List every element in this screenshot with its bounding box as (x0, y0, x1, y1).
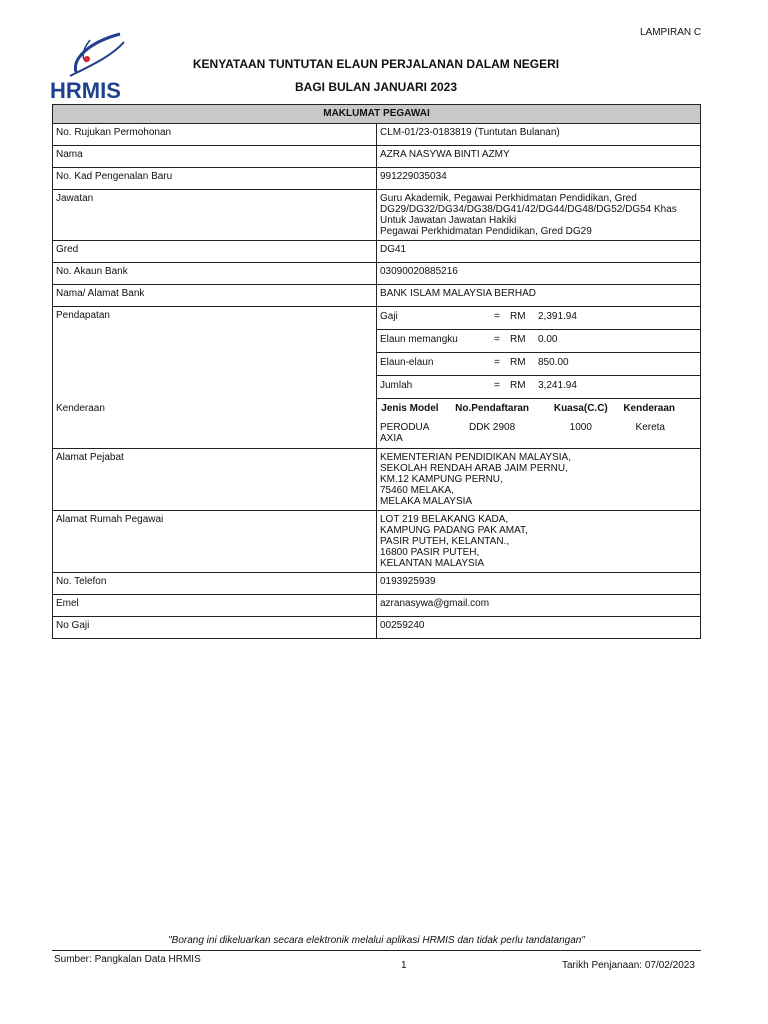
income-amount: 3,241.94 (538, 380, 577, 391)
row-label: No. Kad Pengenalan Baru (53, 168, 377, 190)
income-name: Elaun memangku (380, 334, 458, 345)
income-row (377, 307, 700, 330)
income-row (377, 376, 700, 398)
income-name: Gaji (380, 311, 398, 322)
row-value: Guru Akademik, Pegawai Perkhidmatan Pendidikan, Gred DG29/DG32/DG34/DG38/DG41/42/DG44/DG48/DG52/DG54 Khas Untuk Jawatan Jawatan Hakiki Pegawai Perkhidmatan Pendidikan, Gred DG29 (377, 190, 701, 241)
document-subtitle: BAGI BULAN JANUARI 2023 (294, 80, 458, 94)
vehicle-value: 1000 (569, 422, 592, 433)
table-row (53, 573, 701, 595)
footer-note: "Borang ini dikeluarkan secara elektronik melalui aplikasi HRMIS dan tidak perlu tandatangan" (168, 935, 585, 946)
table-row (53, 617, 701, 639)
table-row (53, 190, 701, 241)
row-label: No. Rujukan Permohonan (53, 124, 377, 146)
row-label: No Gaji (53, 617, 377, 639)
row-label: No. Telefon (53, 573, 377, 595)
vehicle-data-row (377, 418, 700, 448)
vehicle-value: DDK 2908 (469, 422, 516, 433)
row-value: BANK ISLAM MALAYSIA BERHAD (377, 285, 701, 307)
income-currency: RM (510, 334, 526, 345)
vehicle-col-header: Jenis Model (381, 403, 439, 414)
row-label: Pendapatan (53, 307, 377, 399)
vehicle-table (377, 399, 700, 448)
table-row (53, 511, 701, 573)
income-currency: RM (510, 311, 526, 322)
row-label: Jawatan (53, 190, 377, 241)
income-eq: = (494, 357, 500, 368)
row-label: Emel (53, 595, 377, 617)
row-value: 00259240 (377, 617, 701, 639)
income-eq: = (494, 334, 500, 345)
income-row (377, 330, 700, 353)
row-value: CLM-01/23-0183819 (Tuntutan Bulanan) (377, 124, 701, 146)
table-row (53, 263, 701, 285)
row-label: Alamat Pejabat (53, 449, 377, 511)
table-row (53, 307, 701, 399)
table-row (53, 168, 701, 190)
income-amount: 2,391.94 (538, 311, 577, 322)
vehicle-col-header: No.Pendaftaran (455, 403, 530, 414)
vehicle-cell (377, 399, 701, 449)
document-title: KENYATAAN TUNTUTAN ELAUN PERJALANAN DALAM NEGERI (192, 57, 560, 71)
vehicle-header-row (377, 399, 700, 418)
row-value: KEMENTERIAN PENDIDIKAN MALAYSIA, SEKOLAH RENDAH ARAB JAIM PERNU, KM.12 KAMPUNG PERNU, 75460 MELAKA, MELAKA MALAYSIA (377, 449, 701, 511)
income-currency: RM (510, 357, 526, 368)
income-currency: RM (510, 380, 526, 391)
officer-info-table (52, 104, 701, 639)
row-value: LOT 219 BELAKANG KADA, KAMPUNG PADANG PAK AMAT, PASIR PUTEH, KELANTAN., 16800 PASIR PUTEH, KELANTAN MALAYSIA (377, 511, 701, 573)
income-row (377, 353, 700, 376)
lampiran-label: LAMPIRAN C (640, 27, 702, 38)
income-amount: 0.00 (538, 334, 558, 345)
svg-text:HRMIS: HRMIS (50, 78, 121, 102)
footer-divider (52, 950, 701, 951)
row-label: Nama/ Alamat Bank (53, 285, 377, 307)
row-label: Nama (53, 146, 377, 168)
row-value: 03090020885216 (377, 263, 701, 285)
hrmis-logo (50, 32, 134, 102)
row-value: DG41 (377, 241, 701, 263)
row-value: azranasywa@gmail.com (377, 595, 701, 617)
income-name: Jumlah (380, 380, 413, 391)
row-label: Kenderaan (53, 399, 377, 449)
table-row (53, 285, 701, 307)
table-row (53, 124, 701, 146)
table-row (53, 399, 701, 449)
table-row (53, 449, 701, 511)
row-label: Gred (53, 241, 377, 263)
income-amount: 850.00 (538, 357, 569, 368)
row-value: AZRA NASYWA BINTI AZMY (377, 146, 701, 168)
page-number: 1 (401, 960, 407, 971)
row-value: 0193925939 (377, 573, 701, 595)
table-row (53, 146, 701, 168)
generation-date: Tarikh Penjanaan: 07/02/2023 (562, 960, 695, 971)
row-value: 991229035034 (377, 168, 701, 190)
row-label: No. Akaun Bank (53, 263, 377, 285)
vehicle-value: PERODUA AXIA (380, 422, 429, 444)
footer-source: Sumber: Pangkalan Data HRMIS (54, 954, 201, 965)
income-eq: = (494, 380, 500, 391)
income-name: Elaun-elaun (380, 357, 434, 368)
vehicle-col-header: Kuasa(C.C) (553, 403, 608, 414)
table-row (53, 241, 701, 263)
income-eq: = (494, 311, 500, 322)
vehicle-col-header: Kenderaan (623, 403, 675, 414)
section-header: MAKLUMAT PEGAWAI (53, 105, 701, 124)
income-breakdown (377, 307, 701, 399)
table-row (53, 595, 701, 617)
row-label: Alamat Rumah Pegawai (53, 511, 377, 573)
vehicle-value: Kereta (635, 422, 665, 433)
